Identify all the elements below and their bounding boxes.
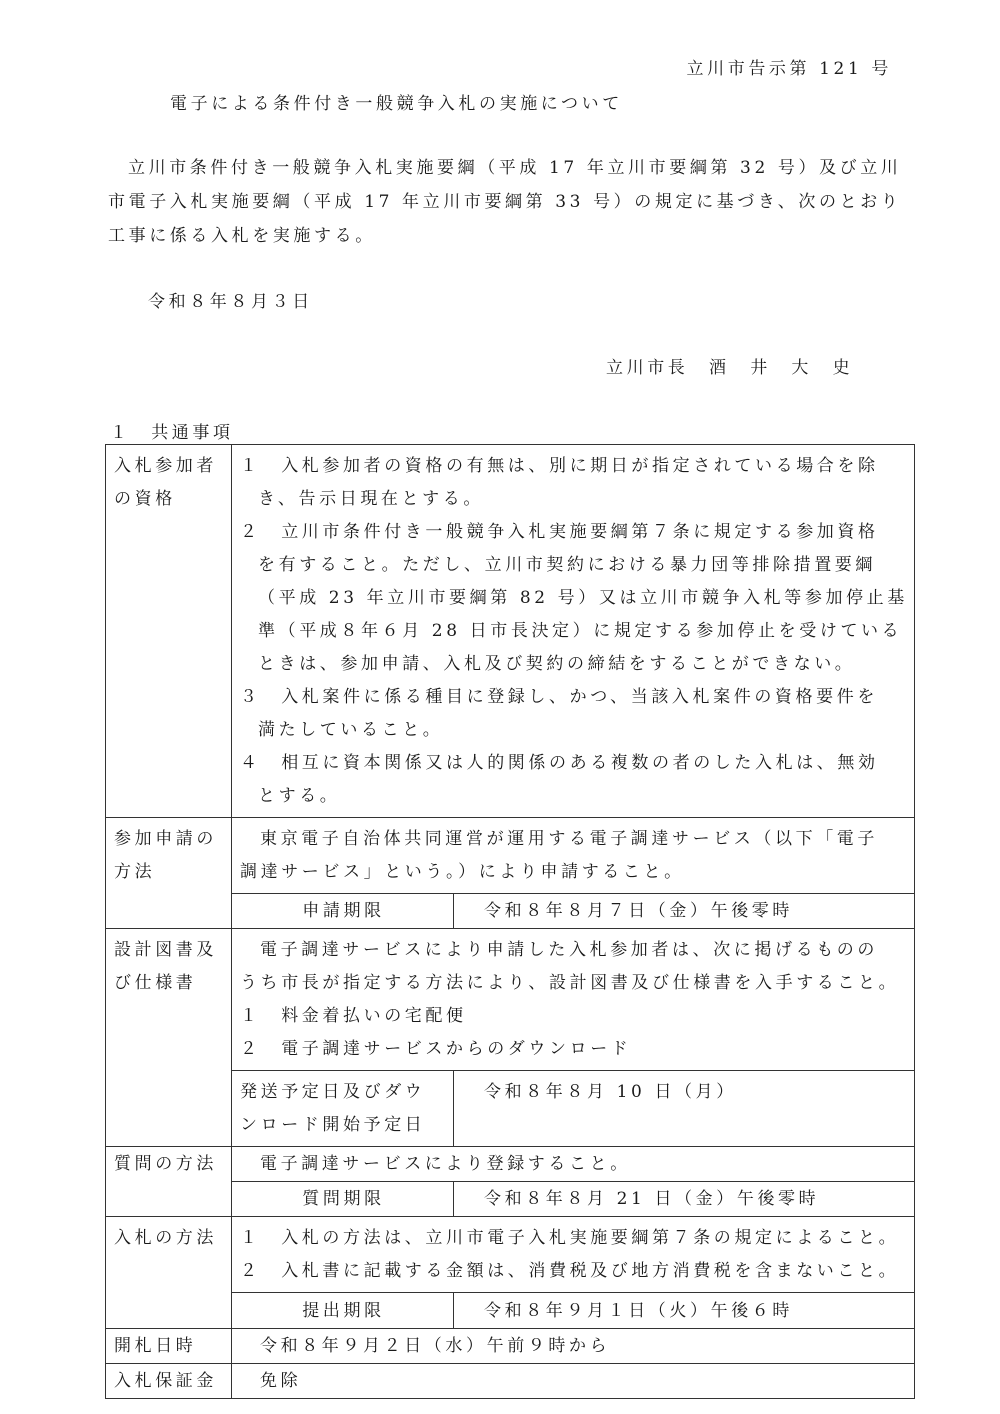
bidding-deadline-value: 令和８年９月１日（火）午後６時 xyxy=(454,1293,915,1329)
list-item-line: とする。 xyxy=(258,786,341,806)
issuer-signature: 立川市長 酒 井 大 史 xyxy=(606,358,854,378)
row-design xyxy=(106,929,915,1071)
section-heading: １ 共通事項 xyxy=(110,423,234,443)
intro-line-3: 工事に係る入札を実施する。 xyxy=(108,226,376,246)
text-line: 東京電子自治体共同運営が運用する電子調達サービス（以下「電子 xyxy=(260,829,878,849)
text-line: 調達サービス」という。）により申請すること。 xyxy=(240,862,685,882)
list-item: １ 入札の方法は、立川市電子入札実施要綱第７条の規定によること。 xyxy=(240,1228,900,1248)
list-item xyxy=(240,450,908,516)
cell-qualification xyxy=(232,445,915,818)
list-item-line: ４ 相互に資本関係又は人的関係のある複数の者のした入札は、無効 xyxy=(240,753,879,773)
label-line: び仕様書 xyxy=(114,973,197,993)
list-item xyxy=(240,681,908,747)
list-item xyxy=(240,747,908,813)
row-qualification xyxy=(106,445,915,818)
cell-application xyxy=(232,818,915,894)
list-item: ２ 入札書に記載する金額は、消費税及び地方消費税を含まないこと。 xyxy=(240,1261,900,1281)
list-item-line: 満たしていること。 xyxy=(258,720,444,740)
list-item-line: （平成 23 年立川市要綱第 82 号）又は立川市競争入札等参加停止基 xyxy=(258,588,908,608)
application-deadline-label: 申請期限 xyxy=(232,894,454,929)
text-line: うち市長が指定する方法により、設計図書及び仕様書を入手すること。 xyxy=(240,973,900,993)
list-item-line: 準（平成８年６月 28 日市長決定）に規定する参加停止を受けている xyxy=(258,621,903,641)
cell-questions xyxy=(232,1147,915,1182)
list-item-line: ３ 入札案件に係る種目に登録し、かつ、当該入札案件の資格要件を xyxy=(240,687,878,707)
questions-deadline-value: 令和８年８月 21 日（金）午後零時 xyxy=(454,1182,915,1217)
cell-opening xyxy=(232,1329,915,1364)
list-item-line: １ 入札参加者の資格の有無は、別に期日が指定されている場合を除 xyxy=(240,456,879,476)
list-item-line: ときは、参加申請、入札及び契約の締結をすることができない。 xyxy=(258,654,856,674)
row-guarantee xyxy=(106,1364,915,1399)
intro-line-1: 立川市条件付き一般競争入札実施要綱（平成 17 年立川市要綱第 32 号）及び立川 xyxy=(128,158,902,178)
text-line: 電子調達サービスにより申請した入札参加者は、次に掲げるものの xyxy=(260,940,878,960)
label-qualification xyxy=(106,445,232,818)
label-line: 設計図書及 xyxy=(114,940,217,960)
list-item: １ 料金着払いの宅配便 xyxy=(240,1006,467,1026)
label-line: 方法 xyxy=(114,862,156,882)
document-date: 令和８年８月３日 xyxy=(148,292,313,312)
label-line: の資格 xyxy=(114,489,176,509)
label-line: 参加申請の xyxy=(114,829,217,849)
cell-design xyxy=(232,929,915,1071)
application-deadline-value: 令和８年８月７日（金）午後零時 xyxy=(454,894,915,929)
row-opening xyxy=(106,1329,915,1364)
guarantee-value: 免除 xyxy=(260,1371,302,1391)
label-line: ンロード開始予定日 xyxy=(240,1115,426,1135)
label-bidding: 入札の方法 xyxy=(106,1217,232,1329)
requirements-table xyxy=(105,444,915,1399)
opening-datetime: 令和８年９月２日（水）午前９時から xyxy=(260,1336,611,1356)
label-opening: 開札日時 xyxy=(106,1329,232,1364)
label-guarantee: 入札保証金 xyxy=(106,1364,232,1399)
list-item: ２ 電子調達サービスからのダウンロード xyxy=(240,1039,632,1059)
text-line: 電子調達サービスにより登録すること。 xyxy=(260,1154,631,1174)
label-line: 発送予定日及びダウ xyxy=(240,1082,426,1102)
document-title: 電子による条件付き一般競争入札の実施について xyxy=(170,94,623,114)
notice-number: 立川市告示第 121 号 xyxy=(686,59,892,79)
label-questions: 質問の方法 xyxy=(106,1147,232,1217)
label-line: 入札参加者 xyxy=(114,456,217,476)
list-item-line: ２ 立川市条件付き一般競争入札実施要綱第７条に規定する参加資格 xyxy=(240,522,879,542)
list-item-line: を有すること。ただし、立川市契約における暴力団等排除措置要綱 xyxy=(258,555,876,575)
row-application xyxy=(106,818,915,894)
bidding-deadline-label: 提出期限 xyxy=(232,1293,454,1329)
cell-guarantee xyxy=(232,1364,915,1399)
label-application xyxy=(106,818,232,929)
questions-deadline-label: 質問期限 xyxy=(232,1182,454,1217)
list-item-line: き、告示日現在とする。 xyxy=(258,489,484,509)
row-questions xyxy=(106,1147,915,1182)
shipping-date-value: 令和８年８月 10 日（月） xyxy=(454,1071,915,1147)
shipping-date-label xyxy=(232,1071,454,1147)
label-design xyxy=(106,929,232,1147)
list-item xyxy=(240,516,908,681)
cell-bidding xyxy=(232,1217,915,1293)
intro-line-2: 市電子入札実施要綱（平成 17 年立川市要綱第 33 号）の規定に基づき、次のとおり xyxy=(108,192,902,212)
row-bidding xyxy=(106,1217,915,1293)
